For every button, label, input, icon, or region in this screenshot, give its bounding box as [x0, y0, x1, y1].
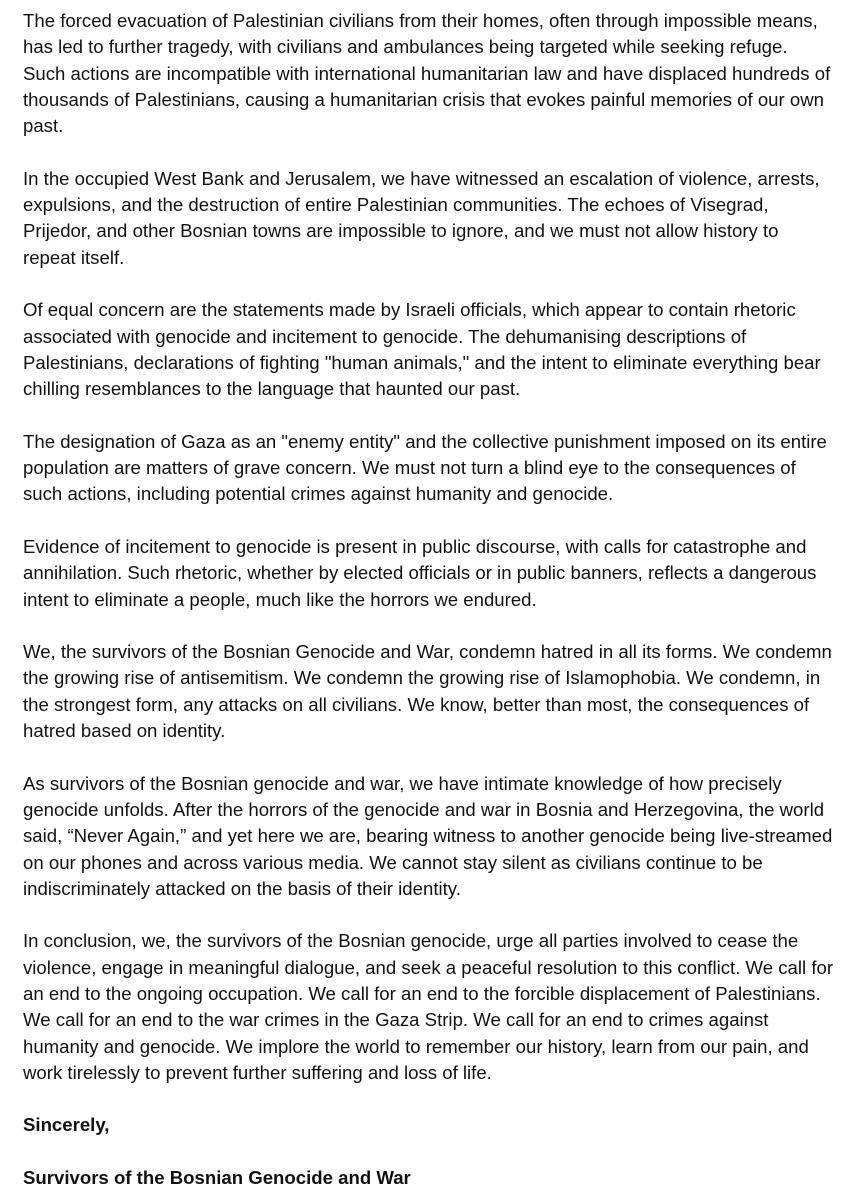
paragraph-never-again: As survivors of the Bosnian genocide and war, we have intimate knowledge of how precisely genocide unfolds. After the horrors of the genocide and war in Bosnia and Herzegovina, the world said, “Never Again,” and yet here we are, bearing witness to another genocide being live-streamed on our phones and across various media. We cannot stay silent as civilians continue to be indiscriminately attacked on the basis of their identity. [23, 772, 833, 899]
paragraph-officials-statements: Of equal concern are the statements made by Israeli officials, which appear to contain rhetoric associated with genocide and incitement to genocide. The dehumanising descriptions of Palestinians, declarations of fighting "human animals," and the intent to eliminate everything bear chilling resemblances to the language that haunted our past. [23, 299, 821, 400]
paragraph-condemn-hatred: We, the survivors of the Bosnian Genocide and War, condemn hatred in all its forms. We condemn the growing rise of antisemitism. We condemn the growing rise of Islamophobia. We condemn, in the strongest form, any attacks on all civilians. We know, better than most, the consequences of hatred based on identity. [23, 641, 832, 742]
paragraph-conclusion: In conclusion, we, the survivors of the Bosnian genocide, urge all parties involved to cease the violence, engage in meaningful dialogue, and seek a peaceful resolution to this conflict. We call for an end to the ongoing occupation. We call for an end to the forcible displacement of Palestinians. We call for an end to the war crimes in the Gaza Strip. We call for an end to crimes against humanity and genocide. We implore the world to remember our history, learn from our pain, and work tirelessly to prevent further suffering and loss of life. [23, 930, 834, 1083]
paragraph-evacuation: The forced evacuation of Palestinian civilians from their homes, often through impossible means, has led to further tragedy, with civilians and ambulances being targeted while seeking refuge. Such actions are incompatible with international humanitarian law and have displaced hundreds of thousands of Palestinians, causing a humanitarian crisis that evokes painful memories of our own past. [23, 10, 831, 137]
paragraph-enemy-entity: The designation of Gaza as an "enemy entity" and the collective punishment imposed on its entire population are matters of grave concern. We must not turn a blind eye to the consequences of such actions, including potential crimes against humanity and genocide. [23, 430, 827, 505]
letter-signature: Survivors of the Bosnian Genocide and War [23, 1167, 411, 1189]
letter-signoff: Sincerely, [23, 1114, 110, 1136]
paragraph-west-bank: In the occupied West Bank and Jerusalem, we have witnessed an escalation of violence, arrests, expulsions, and the destruction of entire Palestinian communities. The echoes of Visegrad, Prijedor, and other Bosnian towns are impossible to ignore, and we must not allow history to repeat itself. [23, 167, 820, 268]
paragraph-incitement: Evidence of incitement to genocide is present in public discourse, with calls for catastrophe and annihilation. Such rhetoric, whether by elected officials or in public banners, reflects a dangerous intent to eliminate a people, much like the horrors we endured. [23, 535, 817, 610]
